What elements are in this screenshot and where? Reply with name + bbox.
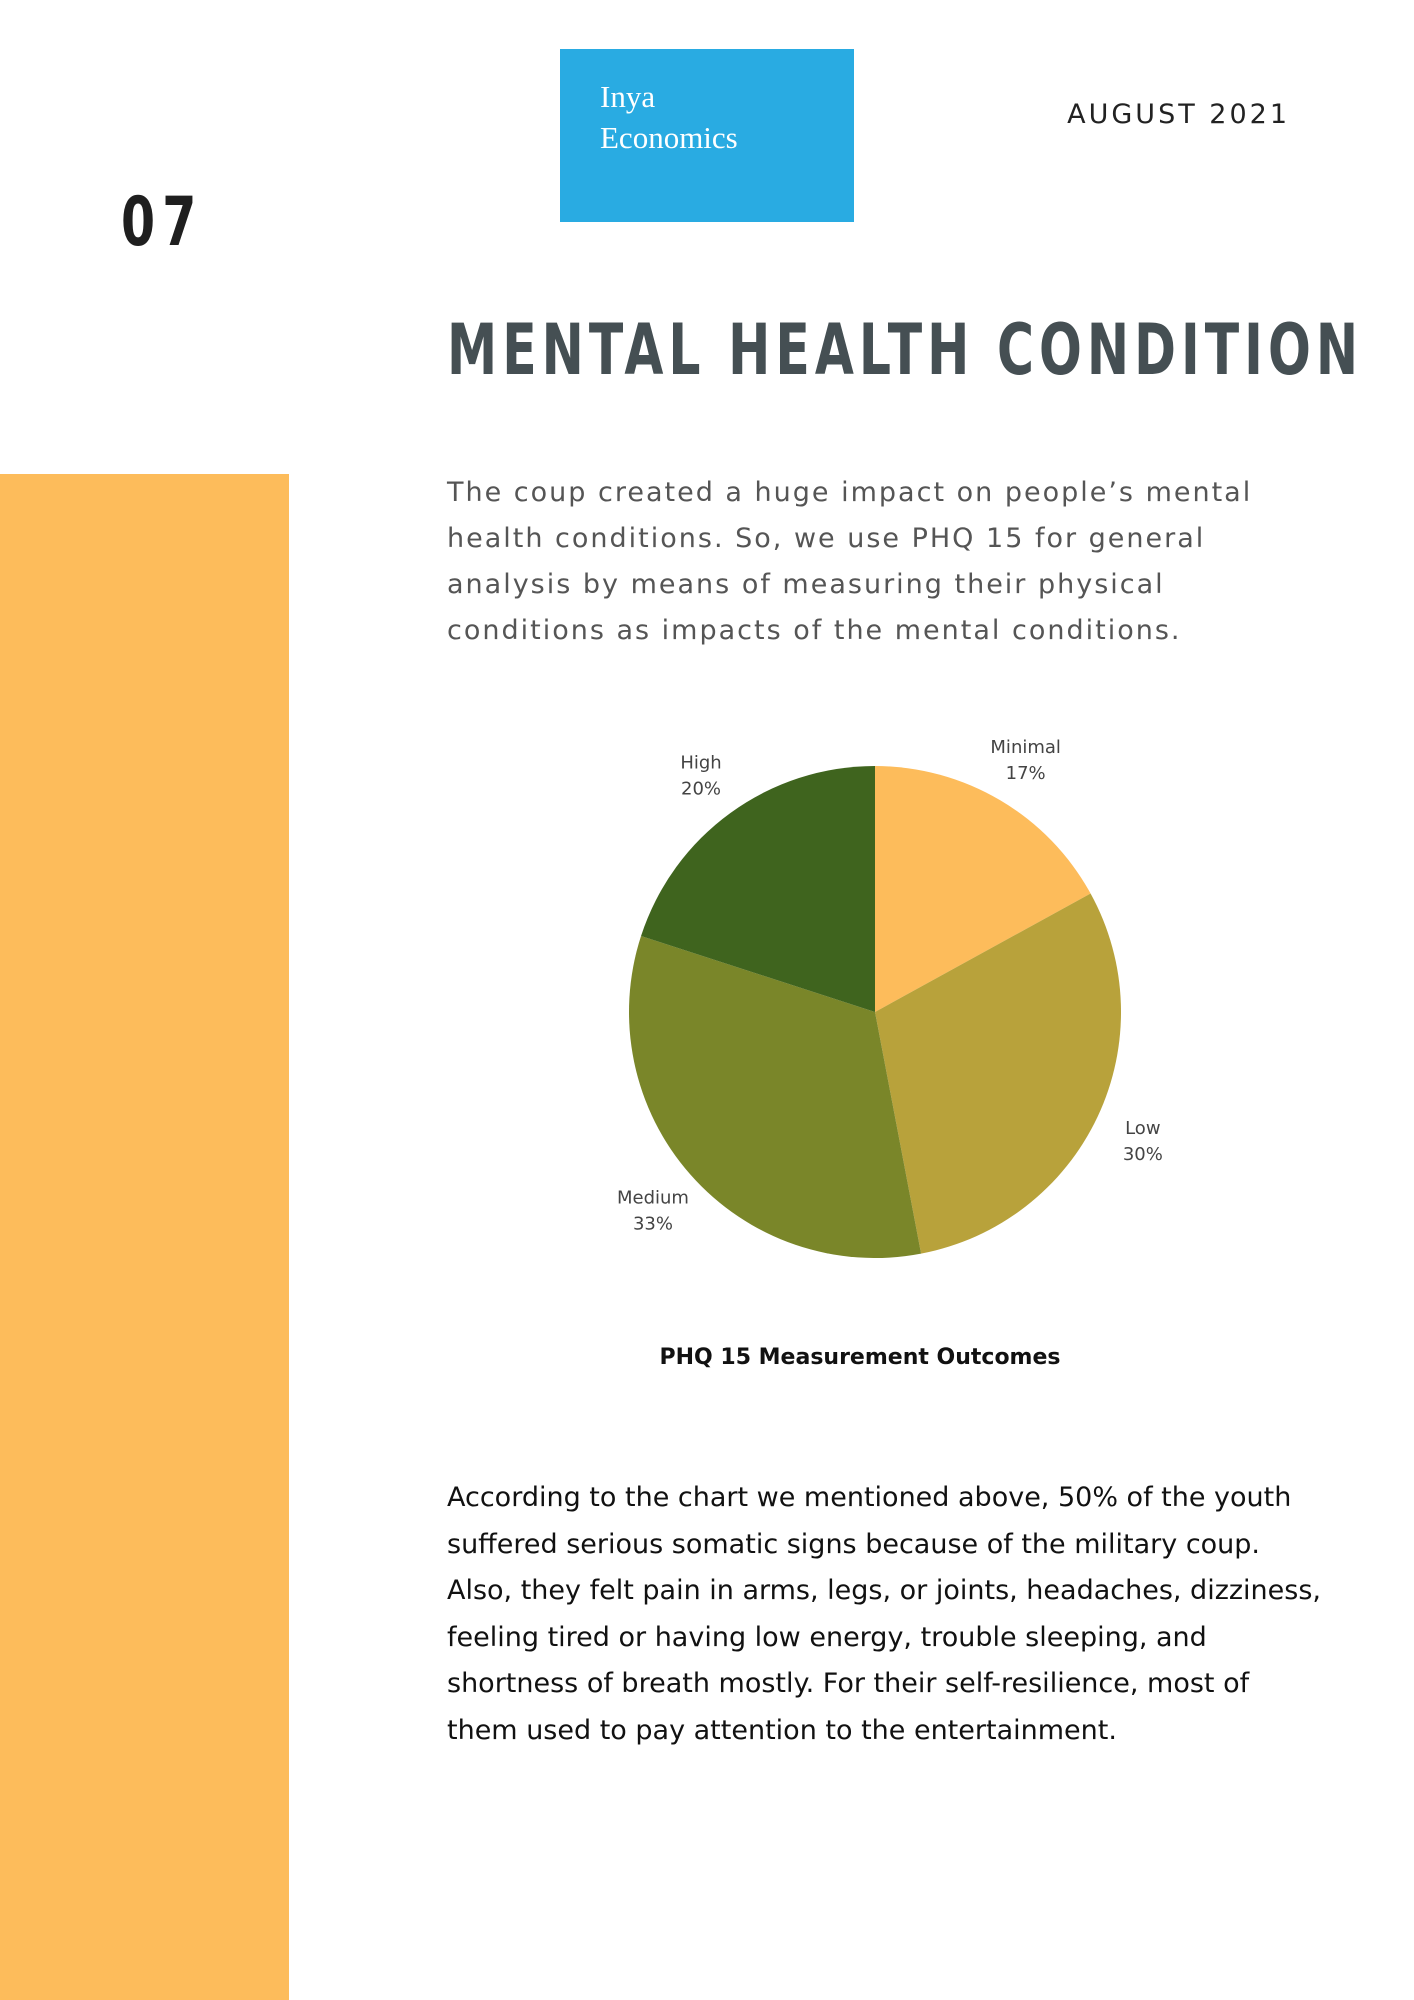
slice-value-medium: 33% xyxy=(632,1213,673,1235)
side-accent-bar xyxy=(0,474,289,2000)
slice-value-low: 30% xyxy=(1122,1144,1163,1166)
slice-label-medium: Medium xyxy=(616,1187,689,1209)
page-title: MENTAL HEALTH CONDITION xyxy=(447,309,1364,391)
chart-title: PHQ 15 Measurement Outcomes xyxy=(659,1345,1061,1370)
intro-paragraph: The coup created a huge impact on people’s mental health conditions. So, we use PHQ 15 for general analysis by means of measuring their physical conditions as impacts of the mental conditions. xyxy=(447,477,1253,646)
pie-chart xyxy=(540,720,1163,1280)
logo xyxy=(560,49,854,222)
slice-label-low: Low xyxy=(1125,1118,1161,1140)
slice-value-minimal: 17% xyxy=(1005,763,1046,785)
body-paragraph: According to the chart we mentioned above, 50% of the youth suffered serious somatic signs because of the military coup. Also, they felt pain in arms, legs, or joints, headaches, dizziness, feeling tired or having low energy, trouble sleeping, and shortness of breath mostly. For their self-resilience, most of them used to pay attention to the entertainment. xyxy=(447,1482,1321,1746)
slice-label-minimal: Minimal xyxy=(990,737,1061,759)
slice-label-high: High xyxy=(680,752,722,774)
pie-chart-svg xyxy=(540,720,1163,1280)
issue-date: AUGUST 2021 xyxy=(1067,99,1290,130)
logo-text: Inya Economics xyxy=(600,79,738,155)
page-number: 07 xyxy=(121,183,204,262)
slice-value-high: 20% xyxy=(681,778,722,800)
